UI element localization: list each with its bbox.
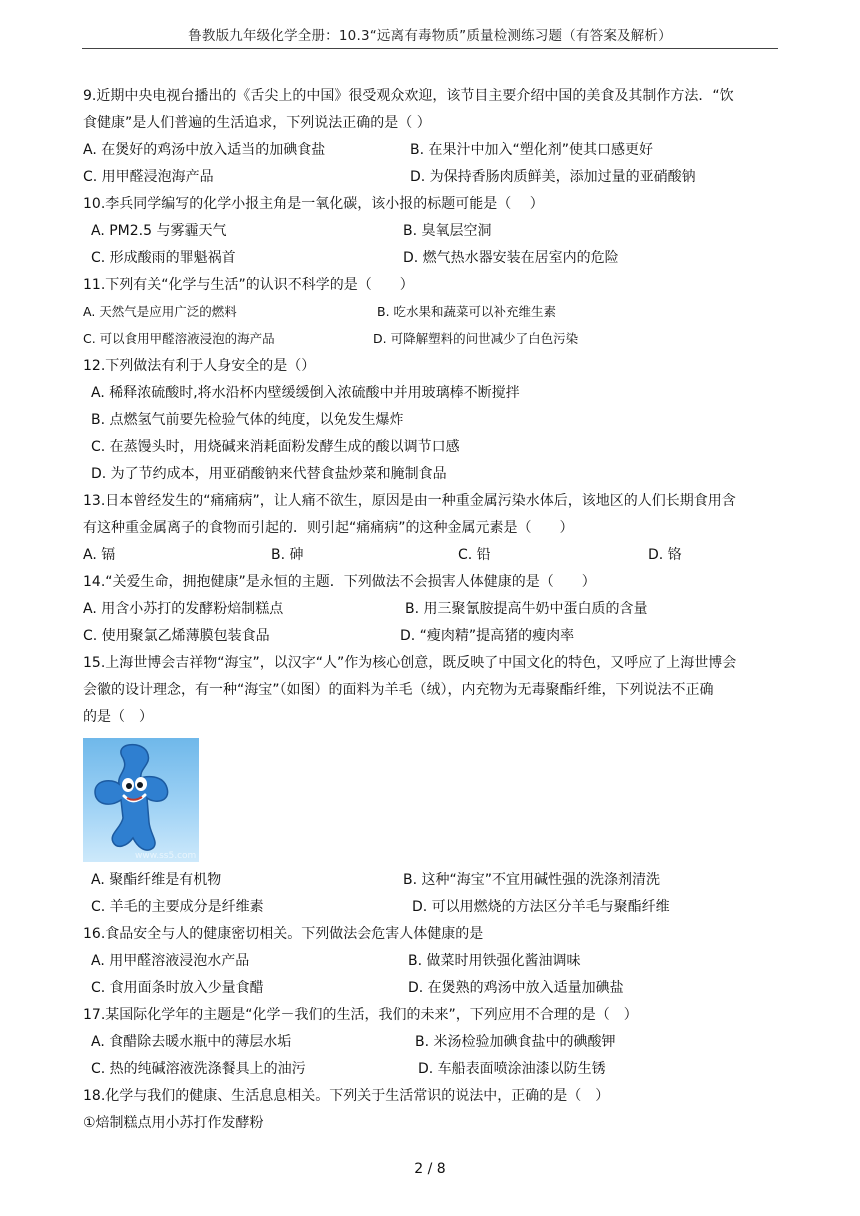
q13-option-b: B. 砷 [271,547,304,563]
q9-stem-line1: 9.近期中央电视台播出的《舌尖上的中国》很受观众欢迎，该节目主要介绍中国的美食及其制作方法．“饮 [83,88,734,104]
q15-option-c: C. 羊毛的主要成分是纤维素 [91,899,264,915]
q16-option-b: B. 做菜时用铁强化酱油调味 [408,953,581,969]
q17-stem: 17.某国际化学年的主题是“化学－我们的生活，我们的未来”，下列应用不合理的是（ ） [83,1007,638,1023]
q15-option-a: A. 聚酯纤维是有机物 [91,872,222,888]
q12-option-a: A. 稀释浓硫酸时,将水沿杯内壁缓缓倒入浓硫酸中并用玻璃棒不断搅拌 [91,385,520,401]
q11-stem: 11.下列有关“化学与生活”的认识不科学的是（ ） [83,277,414,293]
q15-stem-line2: 会徽的设计理念，有一种“海宝”（如图）的面料为羊毛（绒），内充物为无毒聚酯纤维，下列说法不正确 [83,682,714,698]
q10-stem: 10.李兵同学编写的化学小报主角是一氧化碳，该小报的标题可能是（ ） [83,196,544,212]
q10-option-d: D. 燃气热水器安装在居室内的危险 [403,250,619,266]
q14-option-a: A. 用含小苏打的发酵粉焙制糕点 [83,601,284,617]
q9-option-a: A. 在煲好的鸡汤中放入适当的加碘食盐 [83,142,326,158]
q10-option-c: C. 形成酸雨的罪魁祸首 [91,250,236,266]
q11-option-c: C. 可以食用甲醛溶液浸泡的海产品 [83,331,275,346]
q13-option-c: C. 铅 [458,547,491,563]
q9-option-c: C. 用甲醛浸泡海产品 [83,169,214,185]
document-header: 鲁教版九年级化学全册：10.3“远离有毒物质”质量检测练习题（有答案及解析） [188,28,672,44]
q11-option-b: B. 吃水果和蔬菜可以补充维生素 [377,304,557,319]
q15-stem-line3: 的是（ ） [83,709,153,725]
q12-option-b: B. 点燃氢气前要先检验气体的纯度，以免发生爆炸 [91,412,404,428]
q14-option-d: D. “瘦肉精”提高猪的瘦肉率 [400,628,575,644]
q9-option-b: B. 在果汁中加入“塑化剂”使其口感更好 [410,142,654,158]
q17-option-b: B. 米汤检验加碘食盐中的碘酸钾 [415,1034,616,1050]
q17-option-a: A. 食醋除去暖水瓶中的薄层水垢 [91,1034,292,1050]
page-number: 2 / 8 [414,1161,446,1177]
q15-option-b: B. 这种“海宝”不宜用碱性强的洗涤剂清洗 [403,872,661,888]
q12-option-c: C. 在蒸馒头时，用烧碱来消耗面粉发酵生成的酸以调节口感 [91,439,460,455]
q15-stem-line1: 15.上海世博会吉祥物“海宝”，以汉字“人”作为核心创意，既反映了中国文化的特色，又呼应了上海世博会 [83,655,737,671]
q13-option-d: D. 铬 [648,547,682,563]
q11-option-d: D. 可降解塑料的问世减少了白色污染 [373,331,579,346]
q16-stem: 16.食品安全与人的健康密切相关。下列做法会危害人体健康的是 [83,926,484,942]
q18-stem: 18.化学与我们的健康、生活息息相关。下列关于生活常识的说法中，正确的是（ ） [83,1088,610,1104]
q16-option-c: C. 食用面条时放入少量食醋 [91,980,264,996]
q10-option-b: B. 臭氧层空洞 [403,223,492,239]
q16-option-d: D. 在煲熟的鸡汤中放入适量加碘盐 [408,980,624,996]
q17-option-d: D. 车船表面喷涂油漆以防生锈 [418,1061,606,1077]
q11-option-a: A. 天然气是应用广泛的燃料 [83,304,237,319]
header-divider [82,48,778,49]
q13-stem-line1: 13.日本曾经发生的“痛痛病”，让人痛不欲生，原因是由一种重金属污染水体后，该地区的人们长期食用含 [83,493,736,509]
q17-option-c: C. 热的纯碱溶液洗涤餐具上的油污 [91,1061,306,1077]
q14-option-c: C. 使用聚氯乙烯薄膜包装食品 [83,628,270,644]
q13-stem-line2: 有这种重金属离子的食物而引起的．则引起“痛痛病”的这种金属元素是（ ） [83,520,574,536]
q14-option-b: B. 用三聚氰胺提高牛奶中蛋白质的含量 [405,601,648,617]
q9-stem-line2: 食健康”是人们普遍的生活追求，下列说法正确的是（ ） [83,115,431,131]
q13-option-a: A. 镉 [83,547,116,563]
svg-text:www.ss5.com: www.ss5.com [135,851,197,861]
q15-option-d: D. 可以用燃烧的方法区分羊毛与聚酯纤维 [412,899,670,915]
q14-stem: 14.“关爱生命，拥抱健康”是永恒的主题．下列做法不会损害人体健康的是（ ） [83,574,596,590]
haibao-mascot-drawing [83,738,199,862]
q9-option-d: D. 为保持香肠肉质鲜美，添加过量的亚硝酸钠 [410,169,696,185]
haibao-mascot-image [83,738,199,862]
q16-option-a: A. 用甲醛溶液浸泡水产品 [91,953,250,969]
q18-item-1: ①焙制糕点用小苏打作发酵粉 [83,1115,264,1131]
q12-option-d: D. 为了节约成本，用亚硝酸钠来代替食盐炒菜和腌制食品 [91,466,447,482]
q10-option-a: A. PM2.5 与雾霾天气 [91,223,227,239]
q12-stem: 12.下列做法有利于人身安全的是（） [83,358,316,374]
